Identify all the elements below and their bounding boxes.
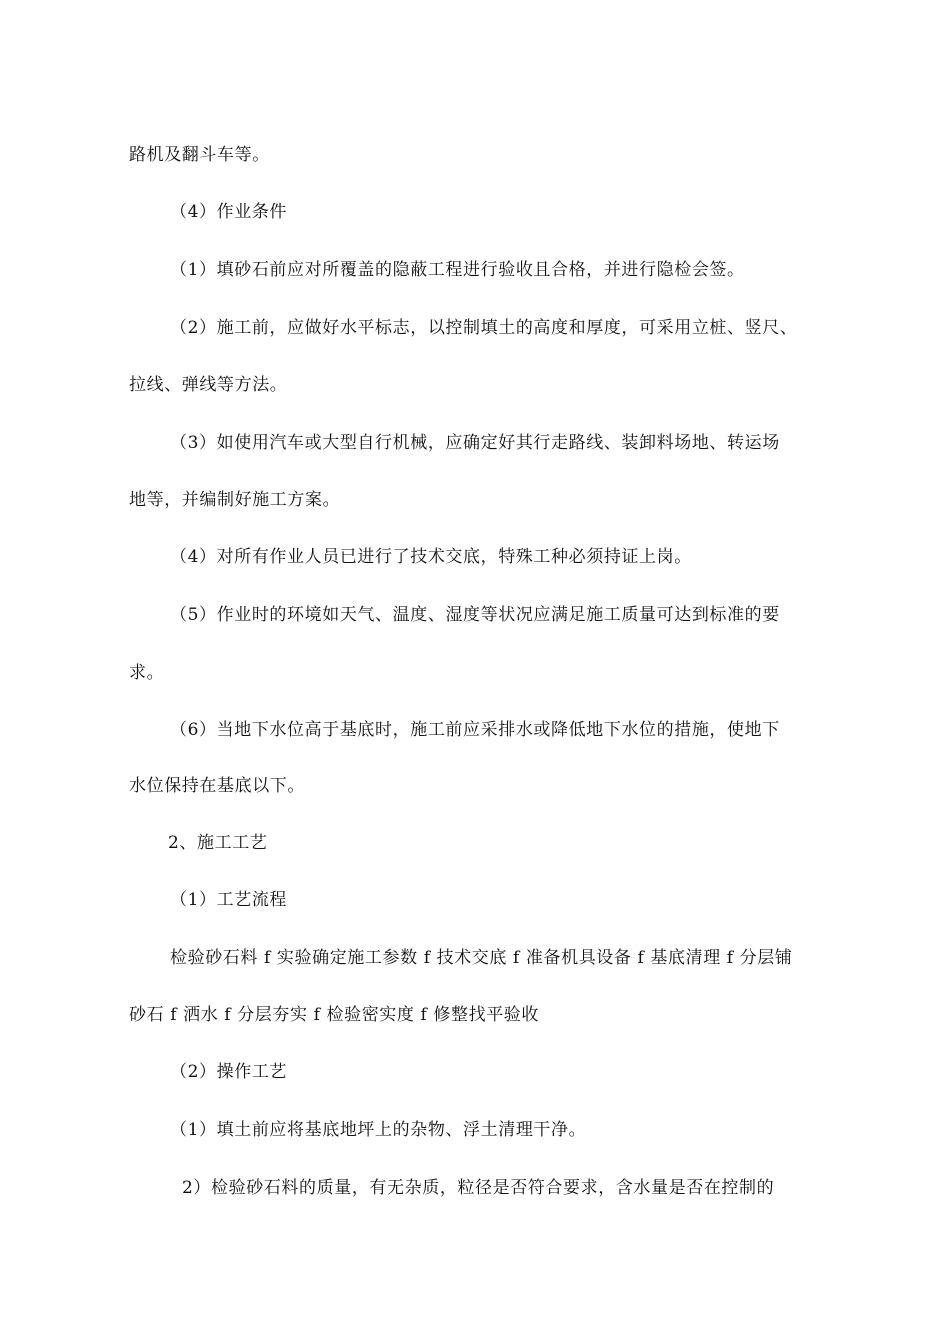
text-line: 2）检验砂石料的质量，有无杂质，粒径是否符合要求，含水量是否在控制的 <box>182 1178 775 1198</box>
text-line: 求。 <box>129 663 165 683</box>
text-line: （2）施工前，应做好水平标志，以控制填土的高度和厚度，可采用立桩、竖尺、 <box>170 318 798 338</box>
text-line: 拉线、弹线等方法。 <box>129 375 288 395</box>
subsection-heading: （1）工艺流程 <box>170 890 288 910</box>
text-line: （1）填砂石前应对所覆盖的隐蔽工程进行验收且合格，并进行隐检会签。 <box>170 260 745 280</box>
text-line: （3）如使用汽车或大型自行机械，应确定好其行走路线、装卸料场地、转运场 <box>170 433 780 453</box>
subsection-heading: （2）操作工艺 <box>170 1062 288 1082</box>
text-line: 检验砂石料 f 实验确定施工参数 f 技术交底 f 准备机具设备 f 基底清理 f 分层铺 <box>170 948 793 968</box>
section-heading: （4）作业条件 <box>170 202 288 222</box>
text-line: （4）对所有作业人员已进行了技术交底，特殊工种必须持证上岗。 <box>170 547 692 567</box>
section-heading: 2、施工工艺 <box>168 833 268 853</box>
text-line: （6）当地下水位高于基底时，施工前应采排水或降低地下水位的措施，使地下 <box>170 720 780 740</box>
text-line: 水位保持在基底以下。 <box>129 776 305 796</box>
text-line: 地等，并编制好施工方案。 <box>129 490 341 510</box>
text-line: （1）填土前应将基底地坪上的杂物、浮土清理干净。 <box>170 1120 587 1140</box>
text-line: 路机及翻斗车等。 <box>129 145 270 165</box>
text-line: （5）作业时的环境如天气、温度、湿度等状况应满足施工质量可达到标准的要 <box>170 605 780 625</box>
text-line: 砂石 f 洒水 f 分层夯实 f 检验密实度 f 修整找平验收 <box>129 1005 539 1025</box>
